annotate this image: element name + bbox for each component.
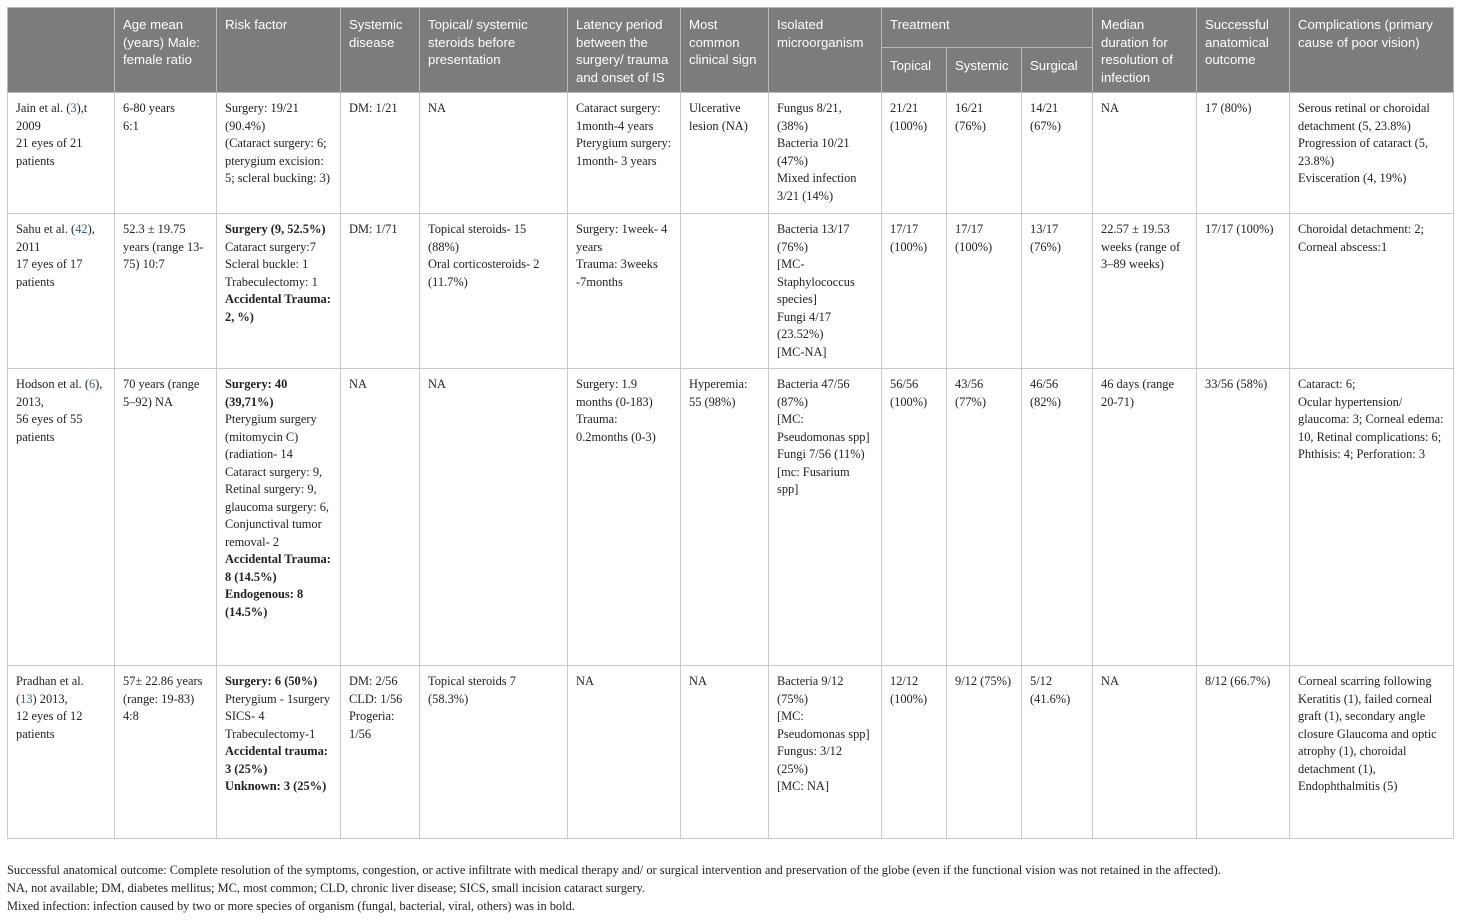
risk-factor-line: Surgery: 19/21 (90.4%)	[225, 101, 299, 133]
complications-line: Progression of cataract (5, 23.8%)	[1298, 136, 1429, 168]
systemic-treatment-value: 16/21 (76%)	[955, 101, 986, 133]
reference-link[interactable]: 42	[75, 222, 88, 236]
complications-cell	[1290, 369, 1454, 666]
steroids-cell	[420, 93, 568, 214]
risk-factor-line: Surgery: 40 (39,71%)	[225, 377, 288, 409]
study-citation	[16, 376, 106, 411]
risk-factor-cell	[217, 214, 341, 369]
outcome-value: 8/12 (66.7%)	[1205, 674, 1271, 688]
systemic-disease-line: Progeria: 1/56	[349, 709, 395, 741]
systemic-disease-line: DM: 1/71	[349, 222, 398, 236]
risk-factor-line: Endogenous: 8 (14.5%)	[225, 587, 304, 619]
risk-factor-line: Unknown: 3 (25%)	[225, 779, 327, 793]
microorganism-cell	[769, 93, 882, 214]
complications-cell	[1290, 214, 1454, 369]
topical-value: 12/12 (100%)	[890, 674, 928, 706]
study-year: ), 2013,	[16, 377, 103, 409]
age-line: 57± 22.86 years (range: 19-83)	[123, 674, 203, 706]
topical-value: 21/21 (100%)	[890, 101, 928, 133]
topical-cell	[882, 214, 947, 369]
surgical-value: 14/21 (67%)	[1030, 101, 1061, 133]
latency-line: Cataract surgery: 1month-4 years	[576, 101, 661, 133]
systemic-disease-cell	[341, 666, 420, 839]
surgical-cell	[1022, 666, 1093, 839]
risk-factor-line: Accidental Trauma: 8 (14.5%)	[225, 552, 331, 584]
footnote-outcome: Successful anatomical outcome: Complete resolution of the symptoms, congestion, or active infiltrate with medical therapy and/ or surgical intervention and preservation of the globe (even if the functional vision was not retained in the affected).	[7, 863, 1221, 877]
study-year: ) 2013,	[32, 691, 68, 706]
steroids-cell	[420, 666, 568, 839]
age-line: 4:8	[123, 709, 139, 723]
complications-line: Choroidal detachment: 2;	[1298, 222, 1424, 236]
latency-cell	[568, 666, 681, 839]
clinical-sign-line: Hyperemia: 55 (98%)	[689, 377, 748, 409]
latency-cell	[568, 214, 681, 369]
table-row	[8, 93, 1454, 214]
duration-value: NA	[1101, 101, 1119, 115]
complications-line: Keratitis (1), failed corneal graft (1), secondary angle closure Glaucoma and optic atrophy (1), choroidal detachment (1), Endophthalmitis (5)	[1298, 691, 1437, 793]
footnote-abbreviations: NA, not available; DM, diabetes mellitus; MC, most common; CLD, chronic liver disease; SICS, small incision cataract surgery.	[7, 881, 646, 895]
topical-cell	[882, 93, 947, 214]
age-line: 6-80 years	[123, 101, 175, 115]
risk-factor-line: Cataract surgery: 9, Retinal surgery: 9, glaucoma surgery: 6, Conjunctival tumor removal- 2	[225, 464, 330, 549]
latency-cell	[568, 93, 681, 214]
microorganism-line: Bacteria 47/56 (87%)	[777, 377, 850, 409]
risk-factor-line: Surgery (9, 52.5%)	[225, 222, 326, 236]
data-table	[7, 7, 1454, 839]
systemic-treatment-cell	[947, 369, 1022, 666]
latency-line: Pterygium surgery: 1month- 3 years	[576, 136, 672, 168]
header-microorganism: Isolated microorganism	[769, 8, 882, 93]
clinical-sign-cell	[681, 93, 769, 214]
clinical-sign-line: NA	[689, 674, 707, 688]
header-study	[8, 8, 115, 93]
header-risk-factor: Risk factor	[217, 8, 341, 93]
outcome-value: 17 (80%)	[1205, 101, 1252, 115]
complications-line: Corneal scarring following	[1298, 674, 1432, 688]
header-age: Age mean (years) Male: female ratio	[115, 8, 217, 93]
microorganism-cell	[769, 369, 882, 666]
surgical-cell	[1022, 93, 1093, 214]
header-outcome: Successful anatomical outcome	[1197, 8, 1290, 93]
risk-factor-line: Trabeculectomy: 1	[225, 274, 318, 289]
study-cell	[8, 666, 115, 839]
microorganism-line: [MC-NA]	[777, 344, 827, 359]
header-systemic-disease: Systemic disease	[341, 8, 420, 93]
study-author: Sahu et al. (	[16, 222, 76, 236]
steroids-cell	[420, 369, 568, 666]
outcome-cell	[1197, 666, 1290, 839]
microorganism-line: [MC: NA]	[777, 779, 829, 793]
duration-value: 46 days (range 20-71)	[1101, 377, 1174, 409]
surgical-value: 13/17 (76%)	[1030, 222, 1061, 254]
table-row	[8, 666, 1454, 839]
header-treatment: Treatment	[882, 8, 1093, 48]
outcome-cell	[1197, 93, 1290, 214]
microorganism-line: Mixed infection 3/21 (14%)	[777, 171, 857, 203]
age-cell	[115, 93, 217, 214]
duration-cell	[1093, 369, 1197, 666]
risk-factor-line: Accidental Trauma: 2, %)	[225, 292, 331, 324]
age-line: 6:1	[123, 118, 139, 133]
complications-line: Serous retinal or choroidal detachment (5, 23.8%)	[1298, 101, 1430, 133]
duration-value: 22.57 ± 19.53 weeks (range of 3–89 weeks)	[1101, 222, 1181, 271]
study-eyes: 21 eyes of 21 patients	[16, 136, 83, 168]
table-row	[8, 214, 1454, 369]
age-line: 70 years (range 5–92) NA	[123, 377, 200, 409]
microorganism-line: Fungi 4/17 (23.52%)	[777, 309, 832, 341]
topical-value: 17/17 (100%)	[890, 222, 928, 254]
header-latency: Latency period between the surgery/ trauma and onset of IS	[568, 8, 681, 93]
latency-line: Surgery: 1week- 4 years	[576, 222, 668, 254]
reference-link[interactable]: 3	[70, 101, 77, 115]
header-systemic-treatment: Systemic	[947, 48, 1022, 93]
age-cell	[115, 214, 217, 369]
systemic-treatment-cell	[947, 214, 1022, 369]
surgical-cell	[1022, 369, 1093, 666]
microorganism-line: Fungi 7/56 (11%)	[777, 447, 865, 461]
latency-line: Trauma: 3weeks -7months	[576, 257, 658, 289]
duration-value: NA	[1101, 674, 1119, 688]
study-year: ),t 2009	[16, 101, 88, 133]
study-author: Hodson et al. (	[16, 377, 89, 391]
risk-factor-line: Accidental trauma: 3 (25%)	[225, 744, 328, 776]
age-line: 52.3 ± 19.75 years (range 13-75) 10:7	[123, 222, 204, 271]
outcome-cell	[1197, 369, 1290, 666]
clinical-sign-line: Ulcerative lesion (NA)	[689, 101, 748, 133]
microorganism-line: [MC: Pseudomonas spp]	[777, 412, 870, 444]
risk-factor-cell	[217, 369, 341, 666]
systemic-treatment-value: 17/17 (100%)	[955, 222, 993, 254]
systemic-treatment-value: 9/12 (75%)	[955, 674, 1012, 688]
steroids-line: NA	[428, 377, 446, 391]
microorganism-cell	[769, 214, 882, 369]
latency-line: NA	[576, 674, 594, 688]
header-duration: Median duration for resolution of infection	[1093, 8, 1197, 93]
microorganism-line: Bacteria 13/17 (76%)	[777, 222, 850, 254]
microorganism-line: [mc: Fusarium spp]	[777, 464, 850, 496]
systemic-treatment-cell	[947, 93, 1022, 214]
study-cell	[8, 369, 115, 666]
clinical-sign-cell	[681, 666, 769, 839]
risk-factor-line: SICS- 4	[225, 709, 265, 723]
microorganism-line: [MC: Pseudomonas spp]	[777, 709, 870, 741]
study-year: ), 2011	[16, 222, 95, 254]
systemic-disease-cell	[341, 369, 420, 666]
header-topical: Topical	[882, 48, 947, 93]
risk-factor-line: (Cataract surgery: 6; pterygium excision: 5; scleral bucking: 3)	[225, 136, 330, 185]
age-cell	[115, 666, 217, 839]
outcome-value: 17/17 (100%)	[1205, 222, 1274, 236]
risk-factor-cell	[217, 93, 341, 214]
outcome-value: 33/56 (58%)	[1205, 377, 1268, 391]
surgical-value: 5/12 (41.6%)	[1030, 674, 1071, 706]
complications-line: Evisceration (4, 19%)	[1298, 171, 1407, 185]
complications-line: Corneal abscess:1	[1298, 239, 1388, 254]
surgical-cell	[1022, 214, 1093, 369]
duration-cell	[1093, 666, 1197, 839]
header-steroids: Topical/ systemic steroids before presentation	[420, 8, 568, 93]
header-complications: Complications (primary cause of poor vision)	[1290, 8, 1454, 93]
complications-line: Ocular hypertension/ glaucoma: 3; Corneal edema: 10, Retinal complications: 6; Phthisis: 4; Perforation: 3	[1298, 394, 1444, 461]
complications-cell	[1290, 93, 1454, 214]
header-row	[8, 8, 1454, 48]
microorganism-line: Fungus 8/21, (38%)	[777, 101, 842, 133]
risk-factor-line: Trabeculectomy-1	[225, 726, 316, 741]
complications-line: Cataract: 6;	[1298, 377, 1356, 391]
steroids-cell	[420, 214, 568, 369]
duration-cell	[1093, 93, 1197, 214]
table-wrapper	[7, 7, 1453, 839]
microorganism-cell	[769, 666, 882, 839]
duration-cell	[1093, 214, 1197, 369]
risk-factor-line: Surgery: 6 (50%)	[225, 674, 318, 688]
clinical-sign-cell	[681, 214, 769, 369]
study-citation	[16, 100, 106, 135]
topical-cell	[882, 666, 947, 839]
outcome-cell	[1197, 214, 1290, 369]
study-eyes: 56 eyes of 55 patients	[16, 412, 83, 444]
steroids-line: Topical steroids 7 (58.3%)	[428, 674, 516, 706]
steroids-line: Oral corticosteroids- 2 (11.7%)	[428, 257, 540, 289]
header-clinical-sign: Most common clinical sign	[681, 8, 769, 93]
microorganism-line: Bacteria 9/12 (75%)	[777, 674, 844, 706]
systemic-disease-cell	[341, 93, 420, 214]
microorganism-line: [MC- Staphylococcus species]	[777, 257, 855, 306]
complications-cell	[1290, 666, 1454, 839]
reference-link[interactable]: 6	[88, 377, 96, 391]
risk-factor-line: Pterygium surgery (mitomycin C) (radiation- 14	[225, 412, 317, 461]
clinical-sign-cell	[681, 369, 769, 666]
surgical-value: 46/56 (82%)	[1030, 377, 1061, 409]
study-author: Pradhan et al. (	[16, 674, 84, 706]
systemic-disease-line: CLD: 1/56	[349, 691, 403, 706]
latency-line: Trauma: 0.2months (0-3)	[576, 412, 656, 444]
systemic-treatment-value: 43/56 (77%)	[955, 377, 986, 409]
study-citation	[16, 221, 106, 256]
study-cell	[8, 214, 115, 369]
steroids-line: NA	[428, 101, 446, 115]
latency-cell	[568, 369, 681, 666]
footnote-mixed-infection: Mixed infection: infection caused by two or more species of organism (fungal, bacterial, viral, others) was in bold.	[7, 899, 575, 913]
study-citation	[16, 673, 106, 708]
risk-factor-cell	[217, 666, 341, 839]
study-eyes: 12 eyes of 12 patients	[16, 709, 83, 741]
table-footnotes	[7, 861, 1453, 915]
topical-value: 56/56 (100%)	[890, 377, 928, 409]
systemic-disease-line: DM: 2/56	[349, 674, 398, 688]
systemic-disease-line: DM: 1/21	[349, 101, 398, 115]
study-author: Jain et al. (	[16, 101, 71, 115]
reference-link[interactable]: 13	[20, 691, 33, 706]
age-cell	[115, 369, 217, 666]
risk-factor-line: Cataract surgery:7	[225, 239, 316, 254]
topical-cell	[882, 369, 947, 666]
study-eyes: 17 eyes of 17 patients	[16, 257, 83, 289]
risk-factor-line: Pterygium - 1surgery	[225, 691, 331, 706]
microorganism-line: Bacteria 10/21 (47%)	[777, 136, 850, 168]
risk-factor-line: Scleral buckle: 1	[225, 257, 309, 271]
systemic-disease-line: NA	[349, 377, 367, 391]
steroids-line: Topical steroids- 15 (88%)	[428, 222, 527, 254]
microorganism-line: Fungus: 3/12 (25%)	[777, 744, 843, 776]
systemic-disease-cell	[341, 214, 420, 369]
table-row	[8, 369, 1454, 666]
systemic-treatment-cell	[947, 666, 1022, 839]
header-surgical: Surgical	[1022, 48, 1093, 93]
latency-line: Surgery: 1.9 months (0-183)	[576, 377, 653, 409]
study-cell	[8, 93, 115, 214]
